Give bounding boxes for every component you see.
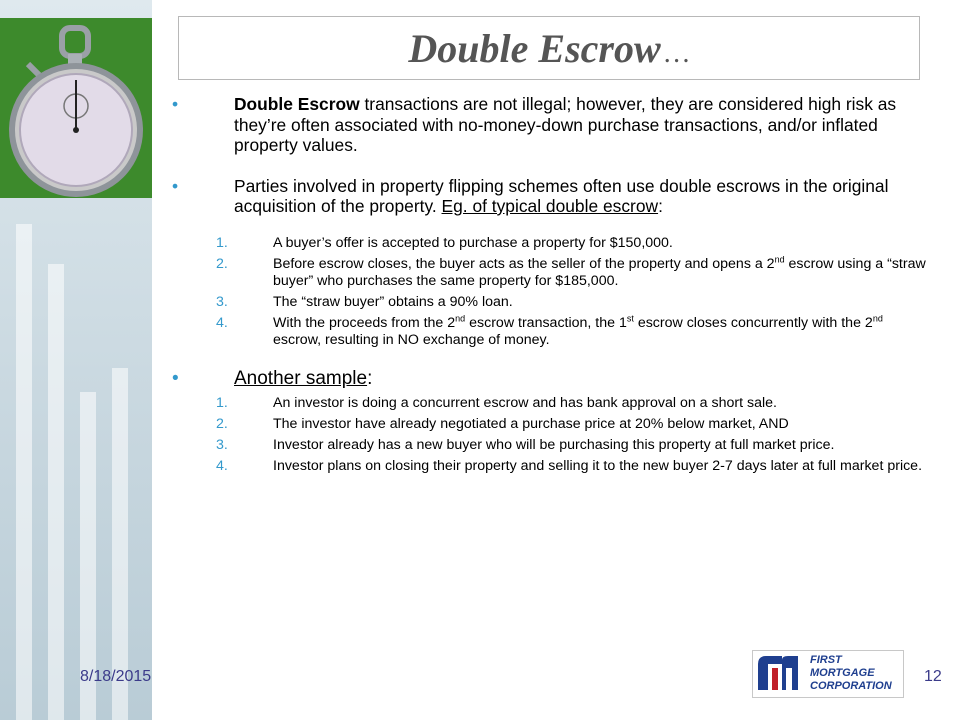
list-text: The “straw buyer” obtains a 90% loan. (273, 293, 513, 310)
list-item (170, 458, 930, 475)
list-text: escrow, resulting in NO exchange of money. (273, 331, 550, 348)
title-ellipsis: … (664, 37, 690, 69)
list-number: 1. (216, 234, 228, 251)
stopwatch-photo (0, 18, 152, 198)
list-text: Before escrow closes, the buyer acts as the seller of the property and opens a 2 (273, 255, 775, 272)
list-text: escrow transaction, the 1 (465, 314, 627, 331)
list-number: 2. (216, 255, 228, 272)
list-text: Investor already has a new buyer who will be purchasing this property at full market price. (273, 437, 835, 453)
title-text: Double Escrow (408, 25, 661, 71)
bullet-icon: • (172, 94, 179, 114)
list-text: A buyer’s offer is accepted to purchase a property for $150,000. (273, 234, 673, 251)
list-text: escrow closes concurrently with the 2 (633, 314, 873, 331)
list-item (170, 395, 930, 412)
list-item (170, 416, 930, 433)
bullet-icon: • (172, 175, 179, 196)
bullet-bold-text: Double Escrow (234, 94, 360, 114)
list-text: The investor have already negotiated a purchase price at 20% below market, AND (273, 416, 789, 432)
logo-line: CORPORATION (810, 680, 892, 692)
list-number: 3. (216, 293, 228, 310)
bullet-text: transactions are not illegal; however, they are considered high risk as they’re often associated with no-money-down purchase transactions, and/or inflated property values. (234, 94, 897, 155)
list-text: With the proceeds from the 2 (273, 314, 456, 331)
slide-content (170, 94, 930, 475)
list-number: 1. (216, 395, 228, 411)
bullet-icon: • (172, 367, 179, 389)
logo-text (810, 654, 892, 693)
numbered-list-2 (170, 395, 930, 475)
logo-line: FIRST (810, 654, 842, 666)
stopwatch-icon (0, 18, 152, 198)
list-item (170, 312, 930, 349)
superscript: nd (872, 312, 883, 323)
list-text: Investor plans on closing their property and selling it to the new buyer 2-7 days later at full market price. (273, 458, 923, 474)
page-number: 12 (924, 668, 942, 685)
bullet-underlined-text: Another sample (234, 367, 368, 389)
superscript: nd (455, 312, 466, 323)
superscript: st (626, 312, 634, 323)
logo-line: MORTGAGE (810, 667, 875, 679)
decor-bar (48, 264, 64, 720)
list-number: 3. (216, 437, 228, 453)
list-text: An investor is doing a concurrent escrow and has bank approval on a short sale. (273, 395, 777, 411)
bullet-item (170, 94, 930, 156)
bullet-underlined-text: Eg. of typical double escrow (441, 196, 659, 216)
slide-title (408, 25, 689, 72)
list-item (170, 235, 930, 252)
bullet-item (170, 369, 930, 390)
bullet-tail: : (367, 367, 373, 389)
list-item (170, 294, 930, 311)
footer-date: 8/18/2015 (80, 668, 152, 685)
decor-bar (16, 224, 32, 720)
superscript: nd (774, 253, 785, 264)
bullet-item (170, 176, 930, 217)
bullet-tail: : (658, 196, 663, 216)
list-number: 4. (216, 314, 228, 331)
list-item (170, 253, 930, 290)
company-logo (752, 650, 904, 698)
list-item (170, 437, 930, 454)
bullet-text: Parties involved in property flipping schemes often use double escrows in the original acquisition of the property. (234, 175, 889, 216)
title-box (178, 16, 920, 80)
list-number: 4. (216, 458, 228, 474)
list-number: 2. (216, 416, 228, 432)
numbered-list-1 (170, 235, 930, 349)
list-text: escrow using a “straw buyer” who purchases the same property for $185,000. (273, 255, 926, 289)
